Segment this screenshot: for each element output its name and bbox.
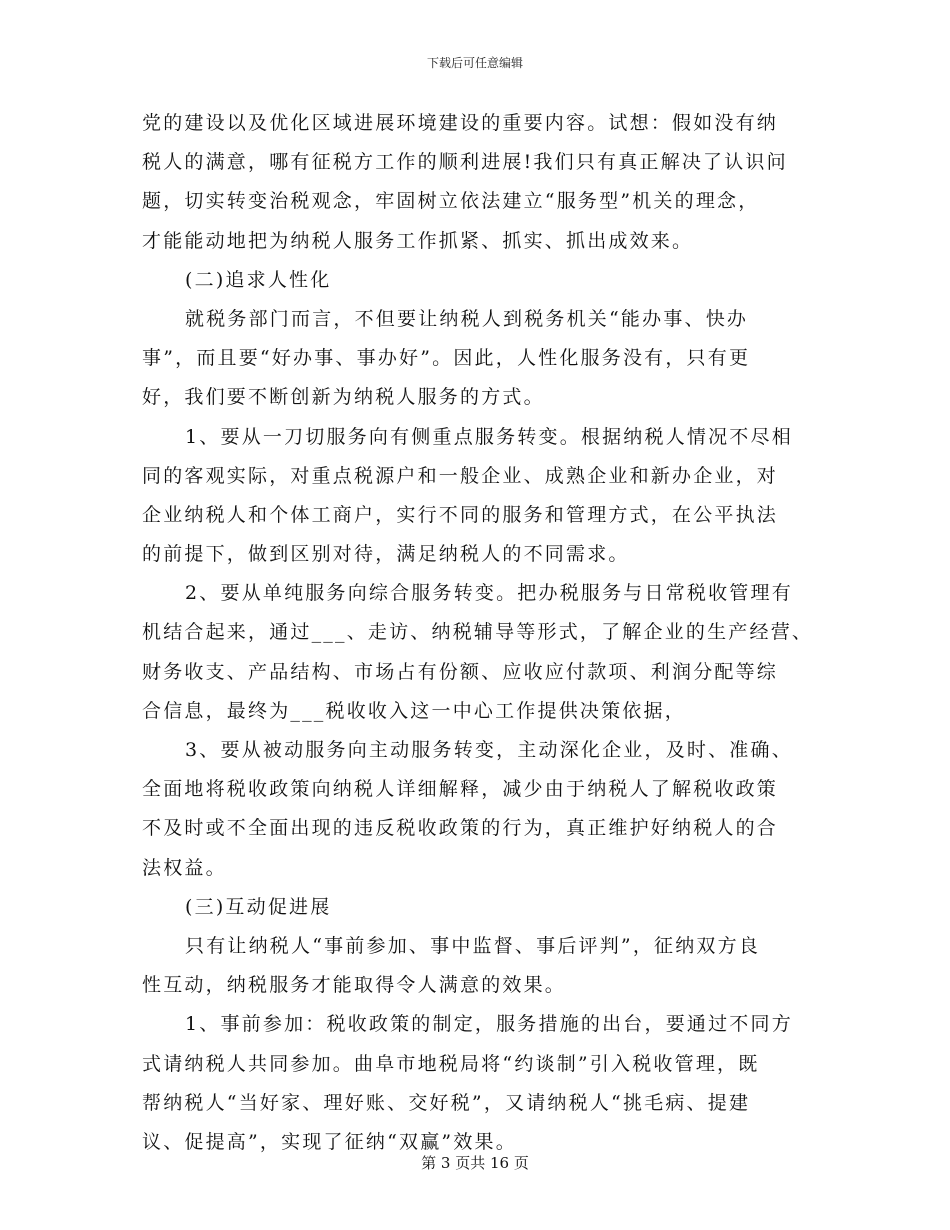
text-line: 帮纳税人“当好家、理好账、交好税”，又请纳税人“挑毛病、提建 <box>142 1091 751 1114</box>
text-line: 同的客观实际，对重点税源户和一般企业、成熟企业和新办企业，对 <box>142 464 779 487</box>
text-line: 企业纳税人和个体工商户，实行不同的服务和管理方式，在公平执法 <box>142 503 779 526</box>
text-line: 2、要从单纯服务向综合服务转变。把办税服务与日常税收管理有 <box>185 582 793 605</box>
text-line: 党的建设以及优化区域进展环境建设的重要内容。试想：假如没有纳 <box>142 112 779 134</box>
text-line: 机结合起来，通过___、走访、纳税辅导等形式，了解企业的生产经营、 <box>142 621 814 644</box>
page-footer: 第 3 页共 16 页 <box>421 1154 529 1172</box>
text-line: 性互动，纳税服务才能取得令人满意的效果。 <box>142 974 567 997</box>
text-line: 好，我们要不断创新为纳税人服务的方式。 <box>142 386 545 409</box>
text-line: 全面地将税收政策向纳税人详细解释，减少由于纳税人了解税收政策 <box>142 778 779 801</box>
text-line: 题，切实转变治税观念，牢固树立依法建立“服务型”机关的理念， <box>142 190 760 213</box>
text-line: 合信息，最终为___税收收入这一中心工作提供决策依据， <box>142 699 686 722</box>
text-line: (二)追求人性化 <box>185 268 332 291</box>
text-line: 财务收支、产品结构、市场占有份额、应收应付款项、利润分配等综 <box>142 660 779 683</box>
text-line: 1、事前参加：税收政策的制定，服务措施的出台，要通过不同方 <box>185 1013 793 1036</box>
text-line: 就税务部门而言，不但要让纳税人到税务机关“能办事、快办 <box>185 307 749 330</box>
text-line: (三)互动促进展 <box>185 895 332 918</box>
text-line: 法权益。 <box>142 856 227 879</box>
text-line: 式请纳税人共同参加。曲阜市地税局将“约谈制”引入税收管理，既 <box>142 1052 760 1075</box>
page-header: 下载后可任意编辑 <box>426 56 523 70</box>
text-line: 才能能动地把为纳税人服务工作抓紧、抓实、抓出成效来。 <box>142 229 694 252</box>
text-line: 1、要从一刀切服务向有侧重点服务转变。根据纳税人情况不尽相 <box>185 425 793 448</box>
text-line: 只有让纳税人“事前参加、事中监督、事后评判”，征纳双方良 <box>185 934 761 957</box>
text-line: 的前提下，做到区别对待，满足纳税人的不同需求。 <box>142 543 630 566</box>
text-line: 事”，而且要“好办事、事办好”。因此，人性化服务没有，只有更 <box>142 347 751 370</box>
text-line: 3、要从被动服务向主动服务转变，主动深化企业，及时、准确、 <box>185 739 793 761</box>
document-body <box>142 104 822 1162</box>
text-line: 议、促提高”，实现了征纳“双赢”效果。 <box>142 1130 517 1153</box>
text-line: 不及时或不全面出现的违反税收政策的行为，真正维护好纳税人的合 <box>142 817 779 840</box>
text-line: 税人的满意，哪有征税方工作的顺利进展!我们只有真正解决了认识问 <box>142 151 788 174</box>
